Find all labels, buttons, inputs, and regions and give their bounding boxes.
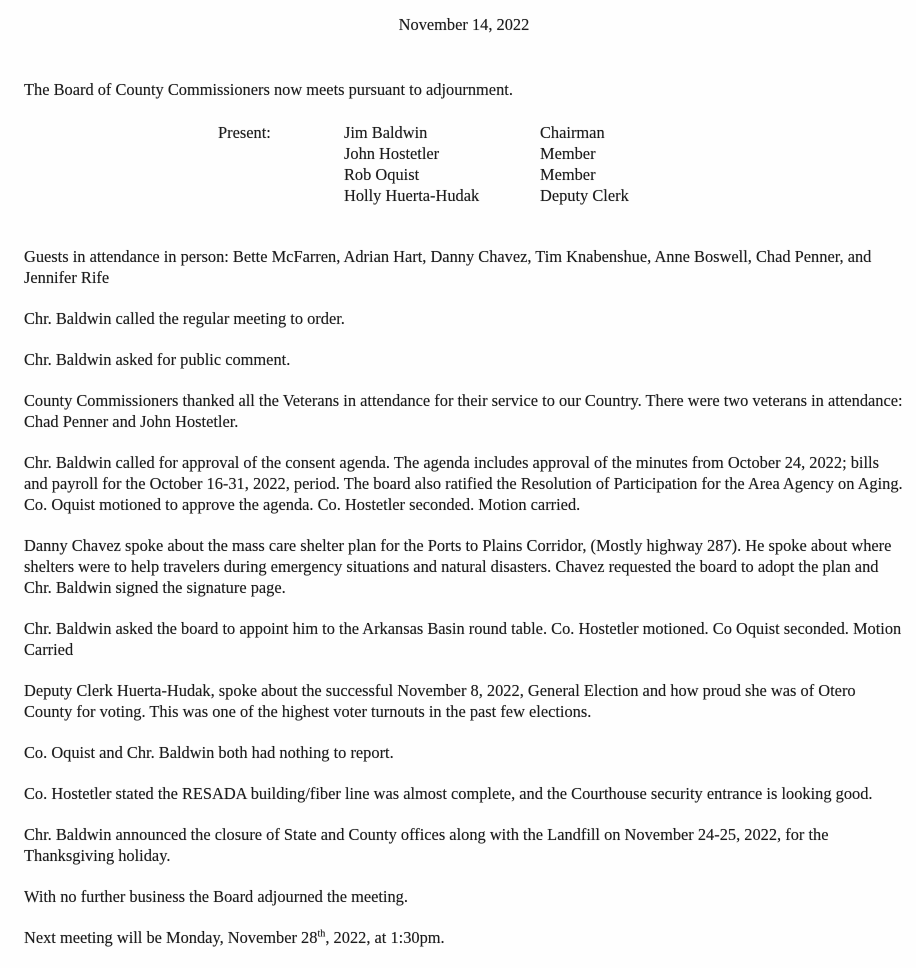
paragraph-general-election: Deputy Clerk Huerta-Hudak, spoke about the successful November 8, 2022, General Election and how proud she was of Otero County for voting. This was one of the highest voter turnouts in the past few elections.: [24, 681, 856, 721]
minutes-body: [24, 246, 904, 948]
paragraph-shelter-plan: Danny Chavez spoke about the mass care shelter plan for the Ports to Plains Corridor, (Mostly highway 287). He spoke about where shelters were to help travelers during emergency situations and natural disasters. Chavez requested the board to adopt the plan and Chr. Baldwin signed the signature page.: [24, 536, 892, 597]
paragraph-no-report: Co. Oquist and Chr. Baldwin both had nothing to report.: [24, 743, 394, 762]
paragraph-call-to-order: Chr. Baldwin called the regular meeting to order.: [24, 309, 345, 328]
paragraph-adjournment: With no further business the Board adjourned the meeting.: [24, 887, 408, 906]
paragraph-veterans: County Commissioners thanked all the Veterans in attendance for their service to our Country. There were two veterans in attendance: Chad Penner and John Hostetler.: [24, 391, 903, 431]
present-label-spacer: [218, 164, 344, 185]
attendance-roster: [218, 122, 904, 206]
paragraph-consent-agenda: Chr. Baldwin called for approval of the consent agenda. The agenda includes approval of the minutes from October 24, 2022; bills and payroll for the October 16-31, 2022, period. The board also ratified the Resolution of Participation for the Area Agency on Aging. Co. Oquist motioned to approve the agenda. Co. Hostetler seconded. Motion carried.: [24, 453, 903, 514]
paragraph-guests: Guests in attendance in person: Bette McFarren, Adrian Hart, Danny Chavez, Tim Knabenshue, Anne Boswell, Chad Penner, and Jennifer Rife: [24, 247, 872, 287]
next-meeting-text: Next meeting will be Monday, November 28: [24, 928, 318, 947]
present-label: Present:: [218, 123, 271, 142]
opening-statement: The Board of County Commissioners now meets pursuant to adjournment.: [24, 80, 513, 99]
attendee-name: John Hostetler: [344, 144, 440, 163]
next-meeting-text-end: , 2022, at 1:30pm.: [325, 928, 445, 947]
present-label-spacer: [218, 143, 344, 164]
attendee-name: Jim Baldwin: [344, 123, 428, 142]
attendee-role: Member: [540, 165, 596, 184]
attendee-role: Member: [540, 144, 596, 163]
present-label-spacer: [218, 185, 344, 206]
roster-row: [218, 143, 904, 164]
attendee-role: Chairman: [540, 123, 605, 142]
paragraph-resada: Co. Hostetler stated the RESADA building/fiber line was almost complete, and the Courthouse security entrance is looking good.: [24, 784, 873, 803]
ordinal-suffix: th: [317, 928, 326, 940]
paragraph-holiday-closure: Chr. Baldwin announced the closure of State and County offices along with the Landfill on November 24-25, 2022, for the Thanksgiving holiday.: [24, 825, 829, 865]
paragraph-next-meeting: [24, 927, 904, 948]
attendee-name: Rob Oquist: [344, 165, 420, 184]
document-date: November 14, 2022: [398, 15, 530, 34]
attendee-name: Holly Huerta-Hudak: [344, 186, 480, 205]
roster-row: [218, 185, 904, 206]
paragraph-public-comment: Chr. Baldwin asked for public comment.: [24, 350, 291, 369]
roster-row: [218, 164, 904, 185]
paragraph-arkansas-basin: Chr. Baldwin asked the board to appoint him to the Arkansas Basin round table. Co. Hostetler motioned. Co Oquist seconded. Motion Carried: [24, 619, 902, 659]
roster-row: [218, 122, 904, 143]
attendee-role: Deputy Clerk: [540, 186, 629, 205]
